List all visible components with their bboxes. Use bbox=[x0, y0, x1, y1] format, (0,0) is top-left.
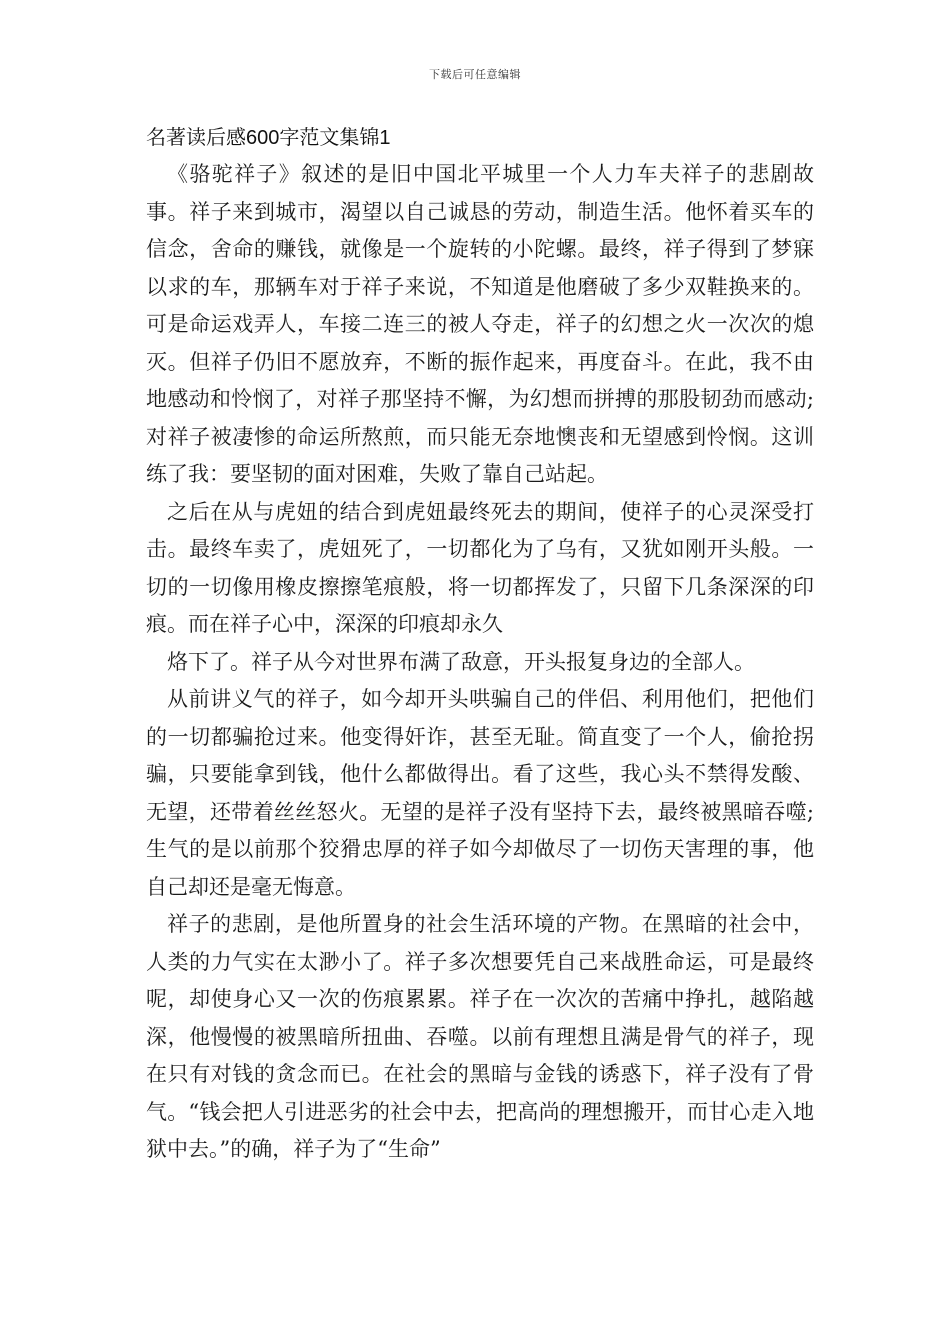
document-body bbox=[146, 156, 814, 1169]
paragraph-4: 从前讲义气的祥子，如今却开头哄骗自己的伴侣、利用他们，把他们的一切都骗抢过来。他变得奸诈，甚至无耻。简直变了一个人，偷抢拐骗，只要能拿到钱，他什么都做得出。看了这些，我心头不禁得发酸、无望，还带着丝丝怒火。无望的是祥子没有坚持下去，最终被黑暗吞噬;生气的是以前那个狡猾忠厚的祥子如今却做尽了一切伤天害理的事，他自己却还是毫无悔意。 bbox=[146, 687, 814, 899]
paragraph-1: 《骆驼祥子》叙述的是旧中国北平城里一个人力车夫祥子的悲剧故事。祥子来到城市，渴望以自己诚恳的劳动，制造生活。他怀着买车的信念，舍命的赚钱，就像是一个旋转的小陀螺。最终，祥子得到了梦寐以求的车，那辆车对于祥子来说，不知道是他磨破了多少双鞋换来的。可是命运戏弄人，车接二连三的被人夺走，祥子的幻想之火一次次的熄灭。但祥子仍旧不愿放弃，不断的振作起来，再度奋斗。在此，我不由地感动和怜悯了，对祥子那坚持不懈，为幻想而拼搏的那股韧劲而感动;对祥子被凄惨的命运所熬煎，而只能无奈地懊丧和无望感到怜悯。这训练了我：要坚韧的面对困难，失败了靠自己站起。 bbox=[146, 162, 814, 486]
paragraph-3: 烙下了。祥子从今对世界布满了敌意，开头报复身边的全部人。 bbox=[167, 649, 755, 674]
header-note: 下载后可任意编辑 bbox=[429, 68, 521, 81]
document-title: 名著读后感600字范文集锦1 bbox=[146, 127, 391, 149]
paragraph-5: 祥子的悲剧，是他所置身的社会生活环境的产物。在黑暗的社会中，人类的力气实在太渺小了。祥子多次想要凭自己来战胜命运，可是最终呢，却使身心又一次的伤痕累累。祥子在一次次的苦痛中挣扎，越陷越深，他慢慢的被黑暗所扭曲、吞噬。以前有理想且满是骨气的祥子，现在只有对钱的贪念而已。在社会的黑暗与金钱的诱惑下，祥子没有了骨气。“钱会把人引进恶劣的社会中去，把高尚的理想搬开，而甘心走入地狱中去。”的确，祥子为了“生命” bbox=[146, 912, 814, 1161]
paragraph-2: 之后在从与虎妞的结合到虎妞最终死去的期间，使祥子的心灵深受打击。最终车卖了，虎妞死了，一切都化为了乌有，又犹如刚开头般。一切的一切像用橡皮擦擦笔痕般，将一切都挥发了，只留下几条深深的印痕。而在祥子心中，深深的印痕却永久 bbox=[146, 499, 814, 636]
